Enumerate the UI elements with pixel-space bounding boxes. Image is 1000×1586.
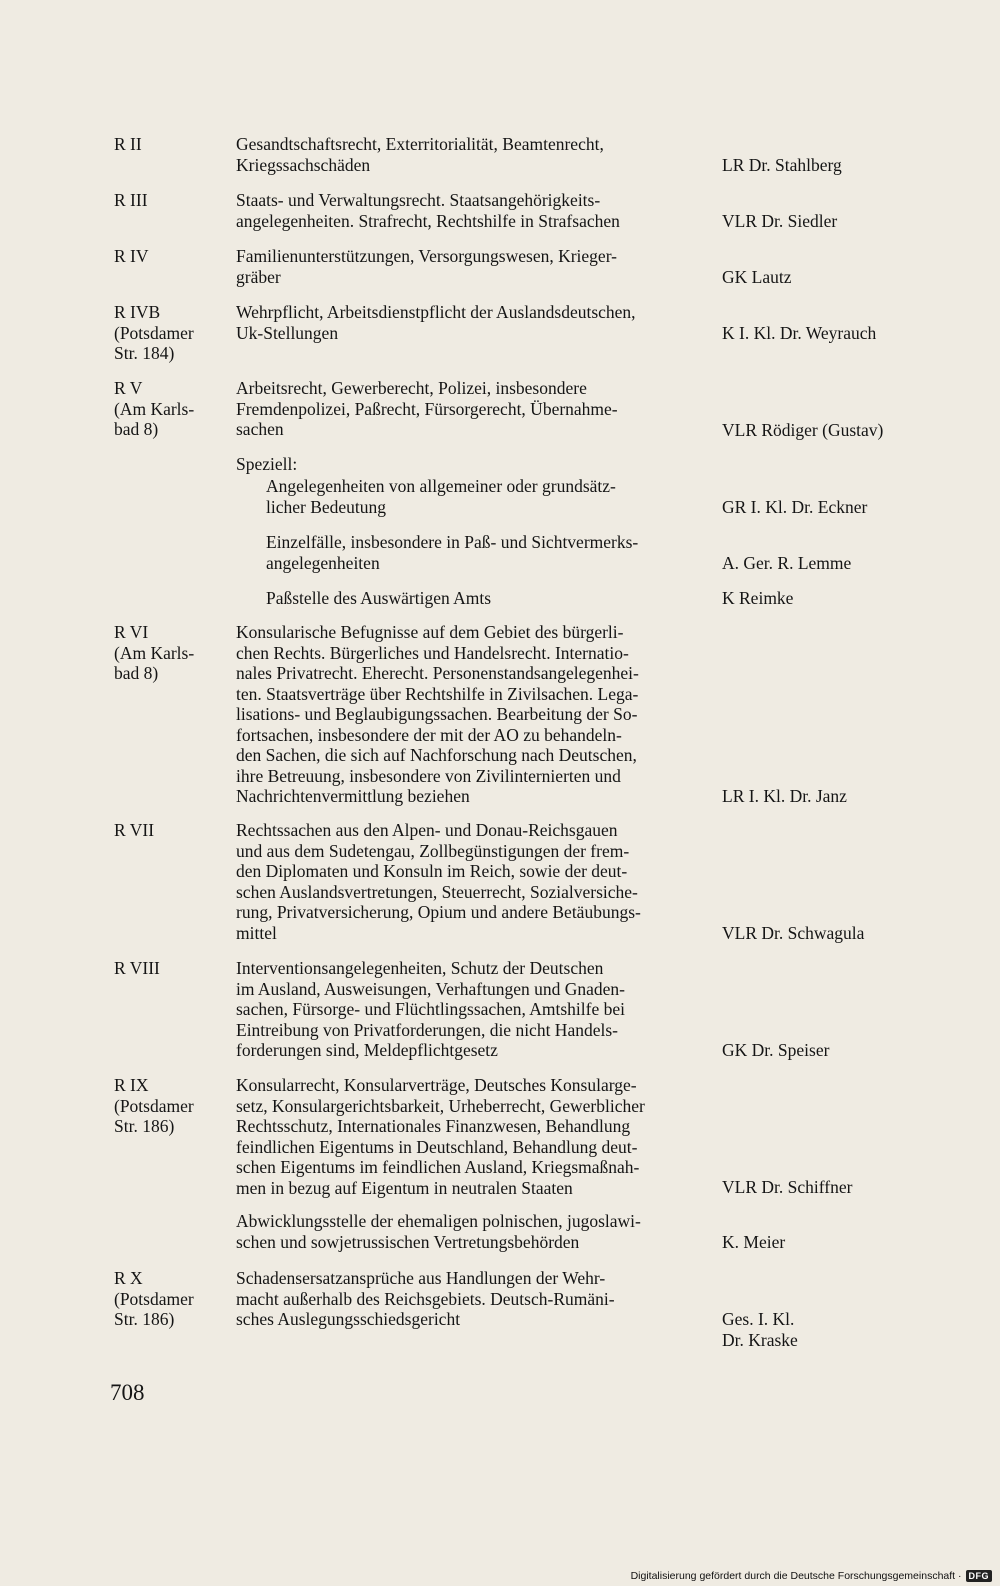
entry-official: VLR Rödiger (Gustav) xyxy=(722,420,884,440)
entry-description: Gesandtschaftsrecht, Exterritorialität, Beamtenrecht, Kriegssachschäden xyxy=(236,134,604,175)
sub-entry-description: Einzelfälle, insbesondere in Paß- und Sichtvermerks- angelegenheiten xyxy=(266,532,639,573)
entry-code: R VIII xyxy=(114,958,160,978)
entry-official: Ges. I. Kl. Dr. Kraske xyxy=(722,1309,798,1350)
dfg-logo-icon: DFG xyxy=(966,1570,993,1582)
sub-entry-description: Angelegenheiten von allgemeiner oder grundsätz- licher Bedeutung xyxy=(266,476,616,517)
entry-code: R X (Potsdamer Str. 186) xyxy=(114,1268,194,1329)
entry-code: R III xyxy=(114,190,148,210)
entry-description: Abwicklungsstelle der ehemaligen polnischen, jugoslawi- schen und sowjetrussischen Vertretungsbehörden xyxy=(236,1211,641,1252)
entry-official: K. Meier xyxy=(722,1232,786,1252)
entry-official: LR I. Kl. Dr. Janz xyxy=(722,786,847,806)
page-number: 708 xyxy=(110,1380,145,1405)
entry-code: R VII xyxy=(114,820,155,840)
entry-description: Schadensersatzansprüche aus Handlungen der Wehr- macht außerhalb des Reichsgebiets. Deutsch-Rumäni- sches Auslegungsschiedsgericht xyxy=(236,1268,615,1329)
digitization-footer xyxy=(631,1570,992,1582)
entry-official: K I. Kl. Dr. Weyrauch xyxy=(722,323,877,343)
entry-code: R IX (Potsdamer Str. 186) xyxy=(114,1075,194,1136)
entry-description: Staats- und Verwaltungsrecht. Staatsangehörigkeits- angelegenheiten. Strafrecht, Rechtshilfe in Strafsachen xyxy=(236,190,620,231)
entry-code: R VI (Am Karls- bad 8) xyxy=(114,622,195,683)
entry-description: Arbeitsrecht, Gewerberecht, Polizei, insbesondere Fremdenpolizei, Paßrecht, Fürsorgerecht, Übernahme- sachen xyxy=(236,378,618,439)
sub-entry-official: GR I. Kl. Dr. Eckner xyxy=(722,497,868,517)
entry-description: Konsularrecht, Konsularverträge, Deutsches Konsularge- setz, Konsulargerichtsbarkeit, Urheberrecht, Gewerblicher Rechtsschutz, Internationales Finanzwesen, Behandlung feindlichen Eigentums in Deutschland, Behandlung deut- schen Eigentums im feindlichen Ausland, Kriegsmaßnah- men in bezug auf Eigentum in neutralen Staaten xyxy=(236,1075,645,1198)
entry-official: GK Lautz xyxy=(722,267,792,287)
sub-entry-official: K Reimke xyxy=(722,588,794,608)
footer-text: Digitalisierung gefördert durch die Deutsche Forschungsgemeinschaft · xyxy=(630,1570,962,1582)
entry-official: VLR Dr. Schwagula xyxy=(722,923,865,943)
entry-description: Interventionsangelegenheiten, Schutz der Deutschen im Ausland, Ausweisungen, Verhaftungen und Gnaden- sachen, Fürsorge- und Flüchtlingssachen, Amtshilfe bei Eintreibung von Privatforderungen, die nicht Handels- forderungen sind, Meldepflichtgesetz xyxy=(236,958,625,1060)
entry-official: VLR Dr. Schiffner xyxy=(722,1177,853,1197)
entry-code: R V (Am Karls- bad 8) xyxy=(114,378,195,439)
entry-code: R IVB (Potsdamer Str. 184) xyxy=(114,302,194,363)
entry-official: LR Dr. Stahlberg xyxy=(722,155,842,175)
entry-official: GK Dr. Speiser xyxy=(722,1040,830,1060)
entry-description: Konsularische Befugnisse auf dem Gebiet des bürgerli- chen Rechts. Bürgerliches und Handelsrecht. Internatio- nales Privatrecht. Eherecht. Personenstandsangelegenhei- ten. Staatsverträge über Rechtshilfe in Zivilsachen. Lega- lisations- und Beglaubigungssachen. Bearbeitung der So- fortsachen, insbesondere der mit der AO zu behandeln- den Sachen, die sich auf Nachforschung nach Deutschen, ihre Betreuung, insbesondere von Zivilinternierten und Nachrichtenvermittlung beziehen xyxy=(236,622,639,806)
entry-official: VLR Dr. Siedler xyxy=(722,211,838,231)
speziell-heading: Speziell: xyxy=(236,454,298,474)
entry-description: Rechtssachen aus den Alpen- und Donau-Reichsgauen und aus dem Sudetengau, Zollbegünstigungen der frem- den Diplomaten und Konsuln im Reich, sowie der deut- schen Auslandsvertretungen, Steuerrecht, Sozialversiche- rung, Privatversicherung, Opium und andere Betäubungs- mittel xyxy=(236,820,641,943)
sub-entry-description: Paßstelle des Auswärtigen Amts xyxy=(266,588,492,608)
sub-entry-official: A. Ger. R. Lemme xyxy=(722,553,852,573)
entry-description: Wehrpflicht, Arbeitsdienstpflicht der Auslandsdeutschen, Uk-Stellungen xyxy=(236,302,636,343)
entry-description: Familienunterstützungen, Versorgungswesen, Krieger- gräber xyxy=(236,246,618,287)
entry-code: R IV xyxy=(114,246,149,266)
entry-code: R II xyxy=(114,134,142,154)
